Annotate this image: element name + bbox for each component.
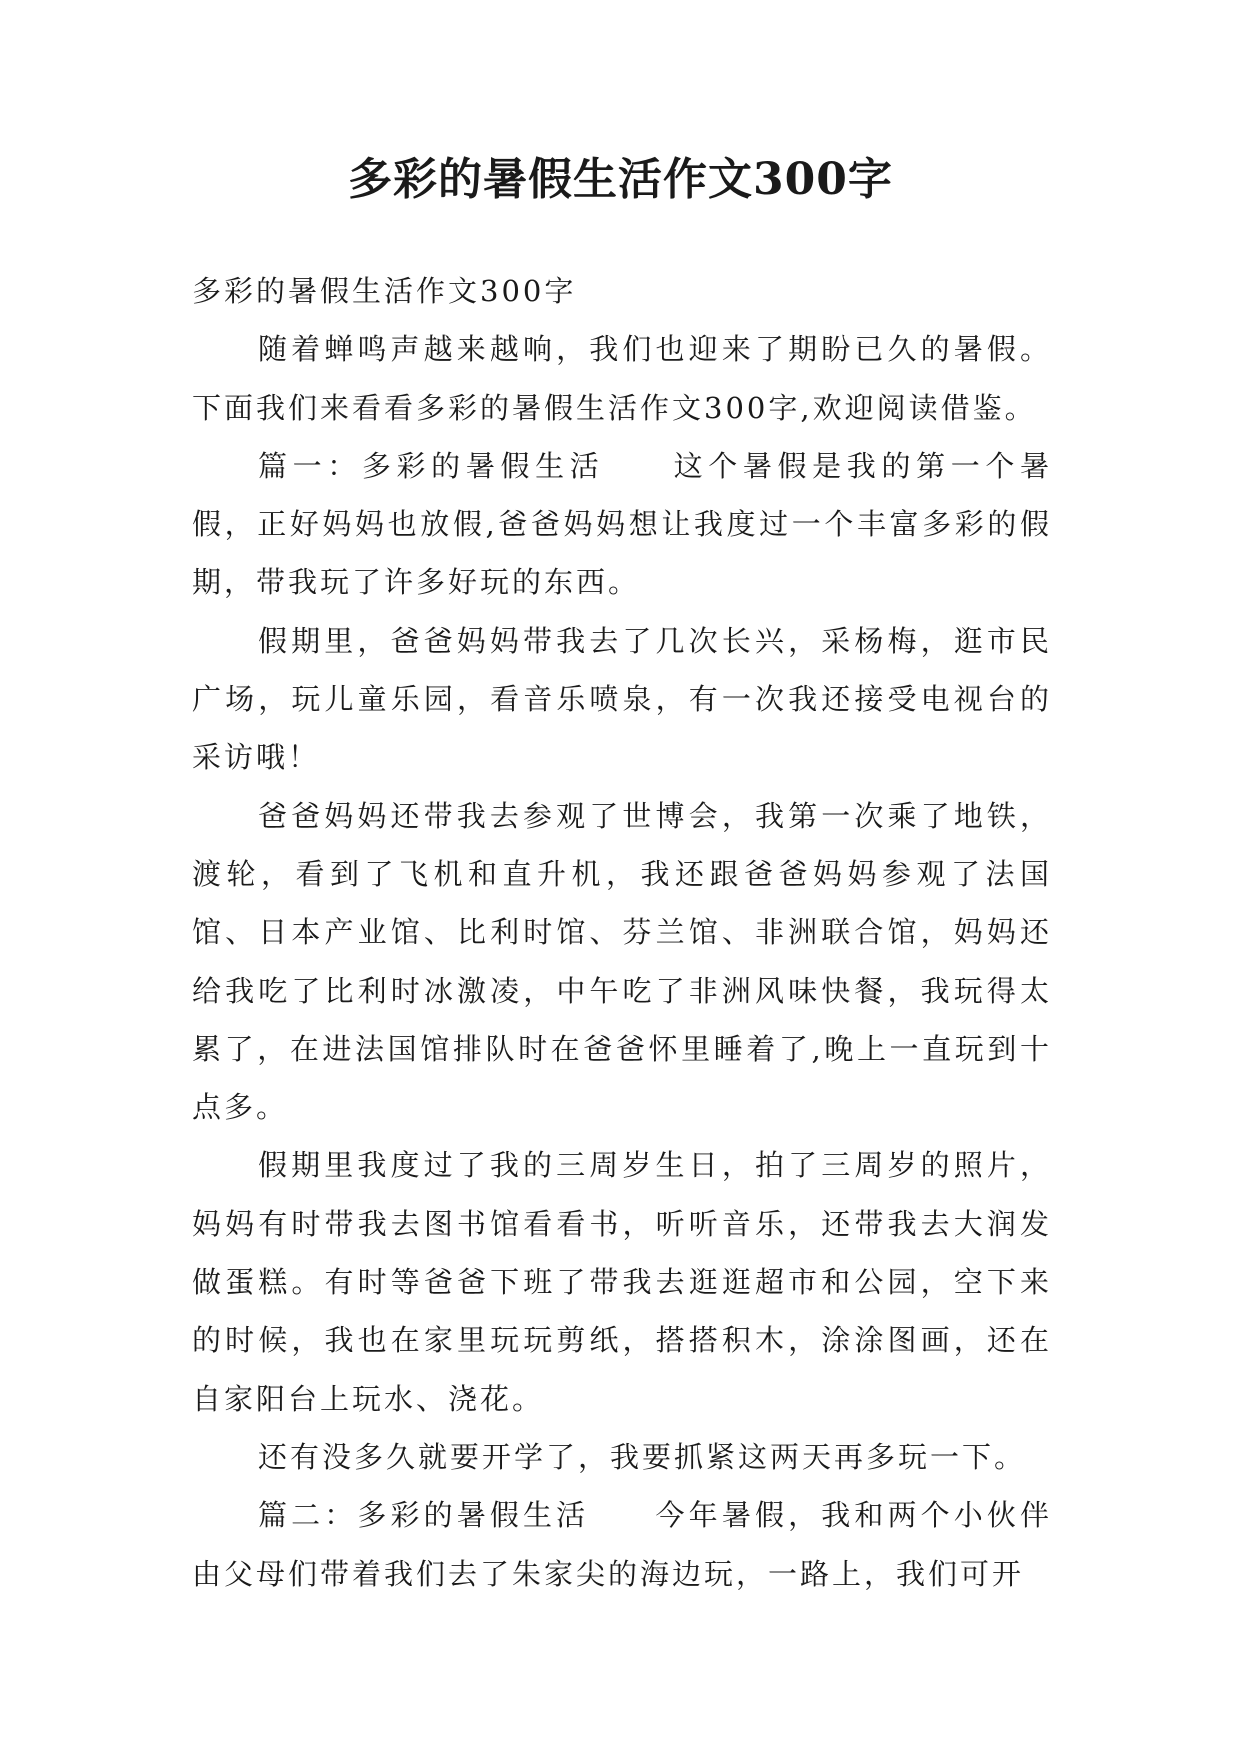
document-body [192,262,1052,1603]
paragraph-essay1-opening: 篇一：多彩的暑假生活 这个暑假是我的第一个暑假，正好妈妈也放假,爸爸妈妈想让我度过一个丰富多彩的假期，带我玩了许多好玩的东西。 [192,448,1052,600]
paragraph-essay1-birthday: 假期里我度过了我的三周岁生日，拍了三周岁的照片，妈妈有时带我去图书馆看看书，听听音乐，还带我去大润发做蛋糕。有时等爸爸下班了带我去逛逛超市和公园，空下来的时候，我也在家里玩玩剪纸，搭搭积木，涂涂图画，还在自家阳台上玩水、浇花。 [192,1148,1052,1416]
paragraph-essay1-closing: 还有没多久就要开学了，我要抓紧这两天再多玩一下。 [258,1439,1027,1474]
paragraph-intro: 随着蝉鸣声越来越响，我们也迎来了期盼已久的暑假。下面我们来看看多彩的暑假生活作文300字,欢迎阅读借鉴。 [192,332,1052,425]
paragraph-essay1-changxing: 假期里，爸爸妈妈带我去了几次长兴，采杨梅，逛市民广场，玩儿童乐园，看音乐喷泉，有一次我还接受电视台的采访哦！ [192,623,1052,775]
paragraph-subtitle: 多彩的暑假生活作文300字 [192,274,577,308]
paragraph-essay2-opening: 篇二：多彩的暑假生活 今年暑假，我和两个小伙伴由父母们带着我们去了朱家尖的海边玩，一路上，我们可开 [192,1498,1052,1591]
document-title: 多彩的暑假生活作文300字 [348,154,893,205]
paragraph-essay1-expo: 爸爸妈妈还带我去参观了世博会，我第一次乘了地铁，渡轮，看到了飞机和直升机，我还跟爸爸妈妈参观了法国馆、日本产业馆、比利时馆、芬兰馆、非洲联合馆，妈妈还给我吃了比利时冰激凌，中午吃了非洲风味快餐，我玩得太累了，在进法国馆排队时在爸爸怀里睡着了,晚上一直玩到十点多。 [192,798,1052,1125]
